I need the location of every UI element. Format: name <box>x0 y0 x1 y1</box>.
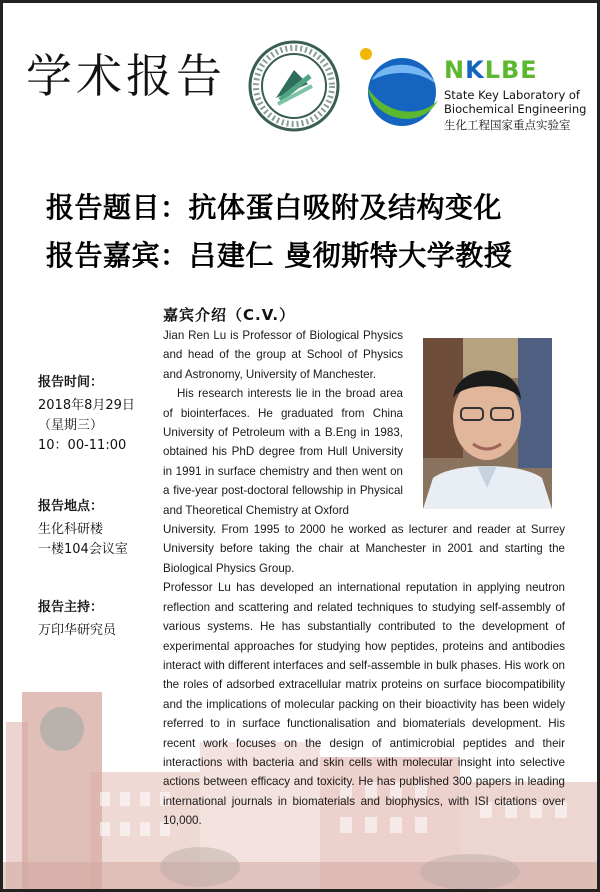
time-label: 报告时间： <box>38 375 104 390</box>
cv-paragraph: Jian Ren Lu is Professor of Biological Physics and head of the group at School of Physics and Astronomy, University of Manchester. <box>163 329 403 381</box>
lab-acronym: NKLBE <box>444 56 538 84</box>
lab-name-cn: 生化工程国家重点实验室 <box>444 118 571 132</box>
place-line: 一楼104会议室 <box>38 542 128 557</box>
cv-heading: 嘉宾介绍（C.V.） <box>163 306 296 324</box>
time-range: 10：00-11:00 <box>38 438 127 453</box>
lab-name-en: State Key Laboratory of Biochemical Engineering <box>444 88 587 116</box>
cv-paragraph: University. From 1995 to 2000 he worked as lecturer and reader at Surrey University before taking the chair at Manchester in 2001 and starting the Biological Physics Group. <box>163 523 565 575</box>
university-seal-icon <box>248 40 340 132</box>
host-block <box>38 598 116 641</box>
place-line: 生化科研楼 <box>38 522 104 537</box>
report-topic: 报告题目：抗体蛋白吸附及结构变化 <box>46 191 503 224</box>
place-label: 报告地点： <box>38 499 104 514</box>
host-name: 万印华研究员 <box>38 623 117 638</box>
place-block <box>38 497 128 560</box>
time-weekday: （星期三） <box>38 418 104 433</box>
cv-body <box>163 326 565 831</box>
cv-paragraph: Professor Lu has developed an international reputation in applying neutron reflection and scattering and related techniques to studying self-assembly of various systems. He has substantially contributed to the development of experimental approaches for studying how peptides, proteins and antibodies interact with different interfaces and self-assemble in bulk phases. His work on the roles of adsorbed extracellular matrix proteins on surface biocompatibility and the implications of molecular packing on their bioactivity has been widely referred to in surface functionalisation and biomaterials development. His recent work focuses on the design of antimicrobial peptides and their interactions with bacteria and skin cells with molecular insight into selective actions between efficacy and toxicity. He has published 300 papers in leading international journals in biomaterials and biophysics, with ISI citations over 10,000. <box>163 581 565 828</box>
time-date: 2018年8月29日 <box>38 398 135 413</box>
report-guest: 报告嘉宾：吕建仁 曼彻斯特大学教授 <box>46 239 513 272</box>
host-label: 报告主持： <box>38 600 104 615</box>
time-block <box>38 373 135 456</box>
page-title: 学术报告 <box>26 49 226 103</box>
cv-paragraph: His research interests lie in the broad area of biointerfaces. He graduated from China University of Petroleum with a B.Eng in 1983, obtained his PhD degree from Hull University in 1991 in surface chemistry and then went on a five-year post-doctoral fellowship in Physical and Theoretical Chemistry at Oxford <box>163 387 403 517</box>
nklbe-logo-icon <box>352 40 444 132</box>
